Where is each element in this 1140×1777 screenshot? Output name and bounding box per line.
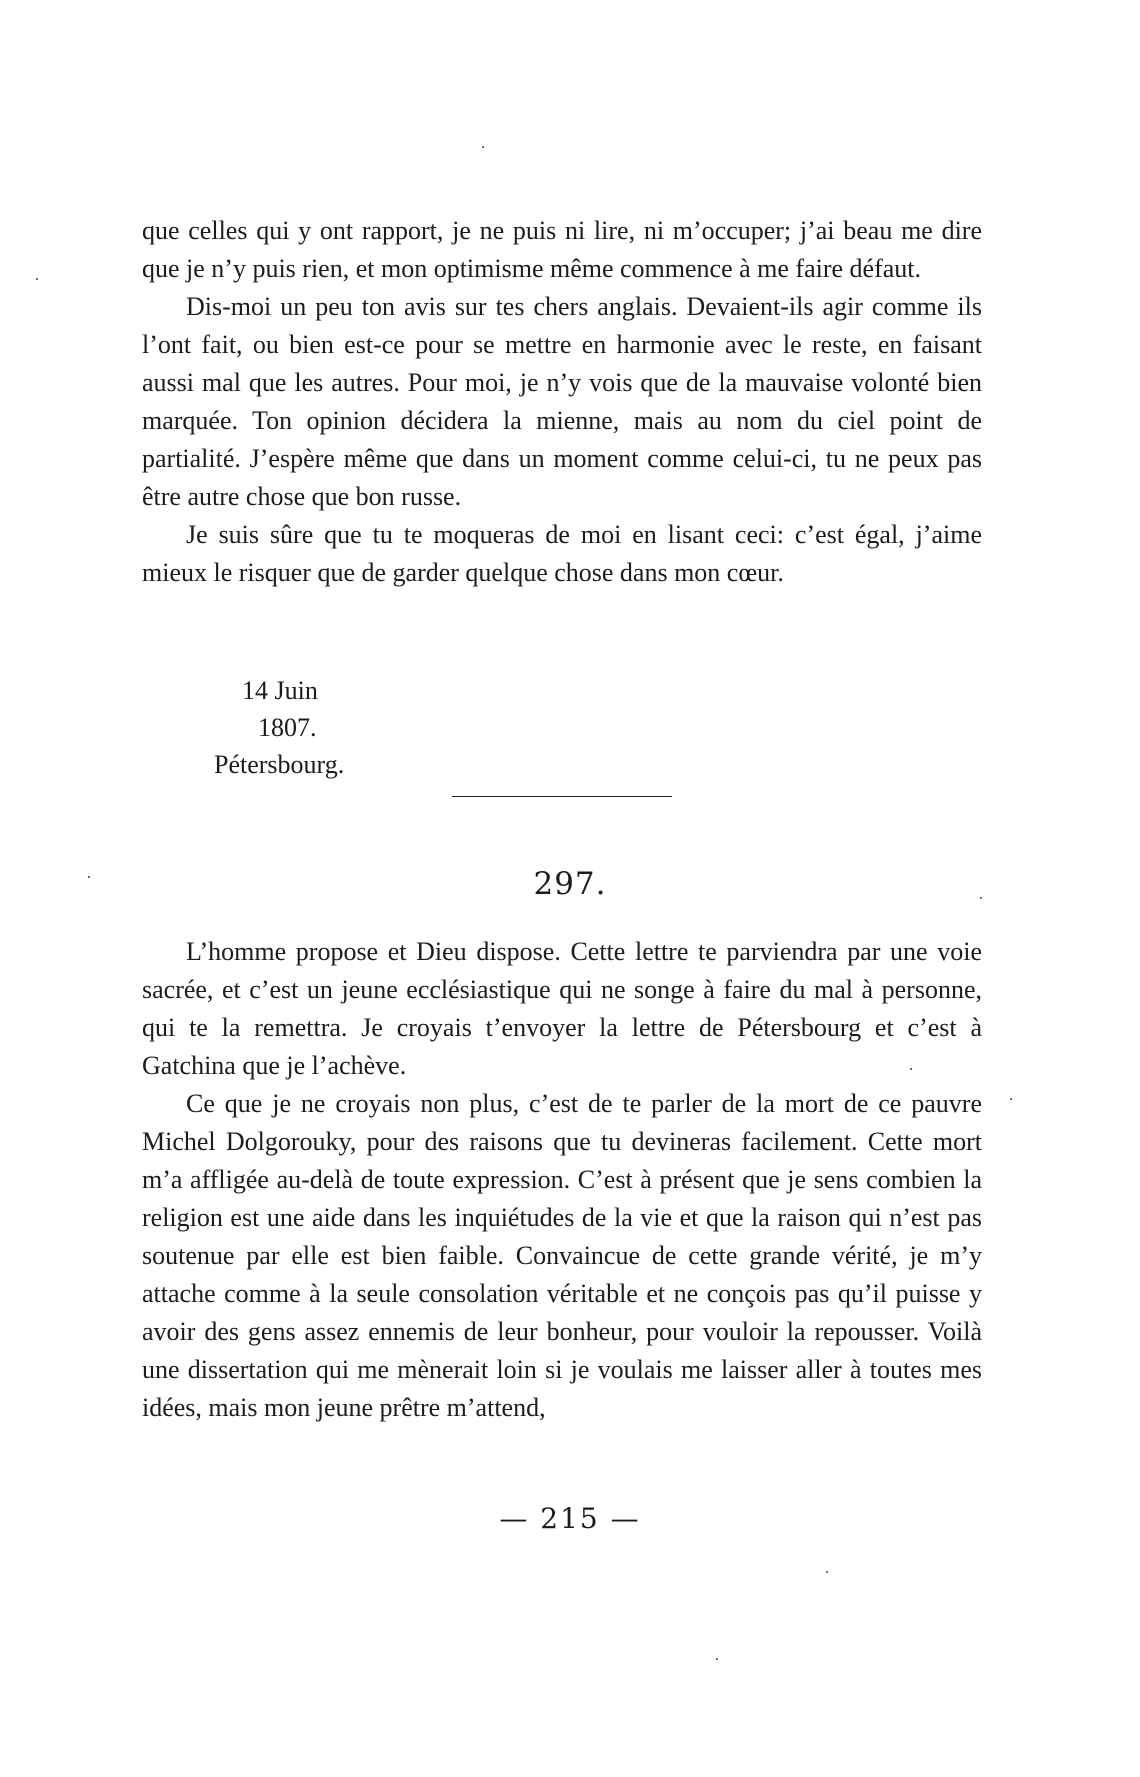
scan-speck: [910, 1068, 912, 1070]
page-number: — 215 —: [499, 1502, 641, 1535]
signature-date: 14 Juin: [242, 676, 318, 705]
scan-speck: [980, 897, 982, 899]
letter-296-ending: [142, 212, 982, 592]
paragraph: Dis-moi un peu ton avis sur tes chers anglais. Devaient-ils agir comme ils l’ont fait, ou bien est-ce pour se mettre en harmonie avec le reste, en faisant aussi mal que les autres. Pour moi, je n’y vois que de la mauvaise volonté bien marquée. Ton opinion décidera la mienne, mais au nom du ciel point de partialité. J’espère même que dans un moment comme celui-ci, tu ne peux pas être autre chose que bon russe.: [142, 292, 982, 511]
scan-speck: [826, 1571, 828, 1573]
scan-speck: [88, 876, 90, 878]
letter-297-body: [142, 933, 982, 1427]
scan-speck: [716, 1658, 718, 1660]
scan-speck: [482, 146, 484, 148]
paragraph: que celles qui y ont rapport, je ne puis ni lire, ni m’occuper; j’ai beau me dire que je n’y puis rien, et mon optimisme même commence à me faire défaut.: [142, 216, 982, 283]
signature-year: 1807.: [258, 713, 317, 742]
section-divider: [452, 796, 672, 797]
signature-place: Pétersbourg.: [214, 750, 345, 779]
letter-number-heading: 297.: [533, 866, 607, 902]
paragraph: Je suis sûre que tu te moqueras de moi en lisant ceci: c’est égal, j’aime mieux le risquer que de garder quelque chose dans mon cœur.: [142, 520, 982, 587]
letter-signature: [142, 672, 442, 783]
paragraph: Ce que je ne croyais non plus, c’est de te parler de la mort de ce pauvre Michel Dolgorouky, pour des raisons que tu devineras facilement. Cette mort m’a affligée au-delà de toute expression. C’est à présent que je sens combien la religion est une aide dans les inquiétudes de la vie et que la raison qui n’est pas soutenue par elle est bien faible. Convaincue de cette grande vérité, je m’y attache comme à la seule consolation véritable et ne conçois pas qu’il puisse y avoir des gens assez ennemis de leur bonheur, pour vouloir la repousser. Voilà une dissertation qui me mènerait loin si je voulais me laisser aller à toutes mes idées, mais mon jeune prêtre m’attend,: [142, 1089, 982, 1422]
scan-speck: [36, 278, 38, 280]
paragraph: L’homme propose et Dieu dispose. Cette lettre te parviendra par une voie sacrée, et c’est un jeune ecclésiastique qui ne songe à faire du mal à personne, qui te la remettra. Je croyais t’envoyer la lettre de Pétersbourg et c’est à Gatchina que je l’achève.: [142, 937, 982, 1080]
scan-speck: [1010, 1098, 1012, 1100]
